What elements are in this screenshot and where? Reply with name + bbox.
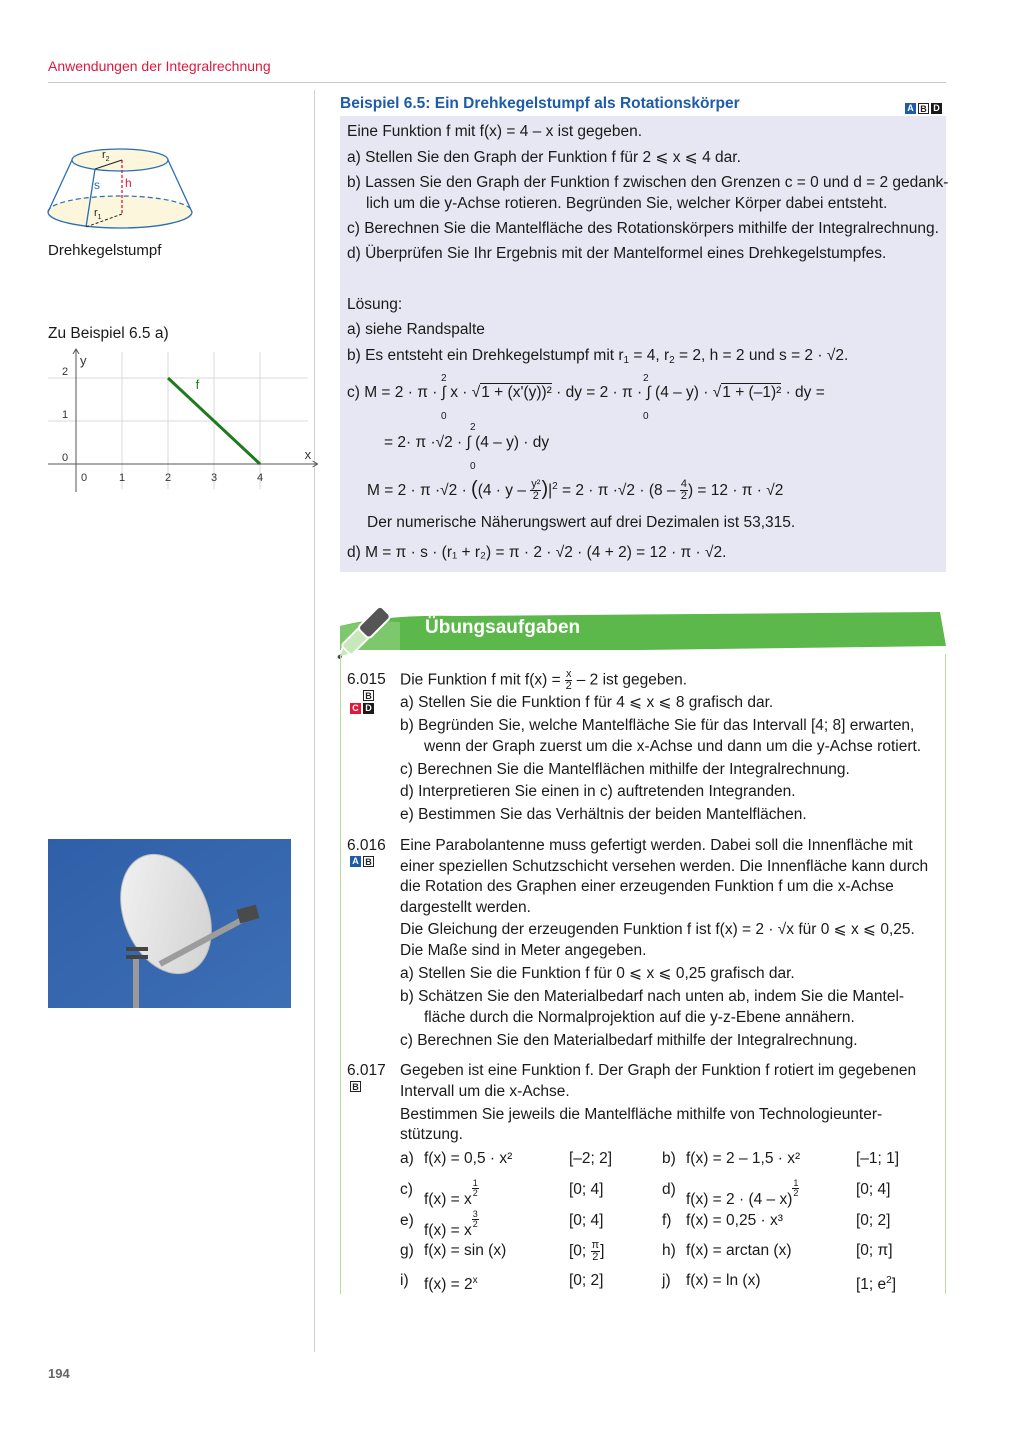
solution-label: Lösung: <box>347 296 403 313</box>
badge-d: D <box>931 103 942 114</box>
task-6017-label-g: g) <box>400 1242 414 1259</box>
running-head: Anwendungen der Integralrechnung <box>48 58 271 74</box>
solution-c-line1: c) M = 2 · π · ∫ x · √1 + (x'(y))² · dy = 2 · π · ∫ (4 – y) · √1 + (–1)² · dy = <box>347 384 825 401</box>
task-number-6017: 6.017 <box>347 1062 386 1079</box>
badge-c: C <box>350 703 361 714</box>
task-6015-part-b: b) Begründen Sie, welche Mantelfläche Sie für das Intervall [4; 8] erwarten, <box>400 717 915 734</box>
solution-numeric: Der numerische Näherungswert auf drei Dezimalen ist 53,315. <box>367 514 796 531</box>
x-tick-label: 1 <box>119 472 126 484</box>
y-tick-label: 1 <box>62 409 69 421</box>
task-6016-line-4: dargestellt werden. <box>400 899 531 916</box>
task-6017-interval-i: [0; 2] <box>569 1272 604 1289</box>
task-6017-func-d: f(x) = 2 · (4 – x) $\frac{1}{2}$ <box>686 1178 799 1208</box>
task-6017-label-a: a) <box>400 1150 414 1167</box>
task-6017-func-j: f(x) = ln (x) <box>686 1272 761 1289</box>
badge-b: B <box>363 690 374 701</box>
task-6017-line-1: Gegeben ist eine Funktion f. Der Graph der Funktion f rotiert im gegebenen <box>400 1062 917 1079</box>
example-task-c: c) Berechnen Sie die Mantelfläche des Rotationskörpers mithilfe der Integralrechnung. <box>347 220 939 237</box>
task-6015-part-c: c) Berechnen Sie die Mantelflächen mithilfe der Integralrechnung. <box>400 761 850 778</box>
example-task-d: d) Überprüfen Sie Ihr Ergebnis mit der Mantelformel eines Drehkegelstumpfes. <box>347 245 887 262</box>
example-intro: Eine Funktion f mit f(x) = 4 – x ist gegeben. <box>347 123 643 140</box>
example-task-b-cont: lich um die y-Achse rotieren. Begründen Sie, welcher Körper dabei entsteht. <box>366 195 888 212</box>
x-axis-label: x <box>304 447 312 462</box>
series-label-f: f <box>195 376 200 392</box>
task-6016-part-a: a) Stellen Sie die Funktion f für 0 ⩽ x ⩽ 0,25 grafisch dar. <box>400 965 795 982</box>
x-tick-label: 3 <box>211 472 218 484</box>
badge-d: D <box>363 703 374 714</box>
integral-upper-2: 2 <box>643 373 649 384</box>
task-6016-part-c: c) Berechnen Sie den Materialbedarf mithilfe der Integralrechnung. <box>400 1032 858 1049</box>
task-6017-label-b: b) <box>662 1150 676 1167</box>
integral-lower-2: 0 <box>643 411 649 422</box>
label-h: h <box>125 176 132 190</box>
task-6017-interval-f: [0; 2] <box>856 1212 891 1229</box>
task-6017-label-j: j) <box>662 1272 671 1289</box>
task-number-6016: 6.016 <box>347 837 386 854</box>
frustum-figure <box>44 140 204 240</box>
solution-c-line2: = 2· π ·√2 · ∫ (4 – y) · dy <box>384 434 550 451</box>
exercise-border-left <box>340 654 341 1294</box>
page-number: 194 <box>48 1366 70 1381</box>
x-tick-label: 2 <box>165 472 172 484</box>
task-6017-func-f: f(x) = 0,25 · x³ <box>686 1212 783 1229</box>
task-6016-part-b: b) Schätzen Sie den Materialbedarf nach unten ab, indem Sie die Mantel- <box>400 988 905 1005</box>
example-task-b: b) Lassen Sie den Graph der Funktion f zwischen den Grenzen c = 0 und d = 2 gedank- <box>347 174 949 191</box>
exercise-heading: Übungsaufgaben <box>425 617 581 638</box>
integral-upper-1: 2 <box>441 373 447 384</box>
badge-a: A <box>905 103 916 114</box>
task-6016-line-1: Eine Parabolantenne muss gefertigt werden. Dabei soll die Innenfläche mit <box>400 837 913 854</box>
column-divider <box>314 90 315 1352</box>
badge-b: B <box>363 856 374 867</box>
solution-d: d) M = π · s · (r₁ + r₂) = π · 2 · √2 · (4 + 2) = 12 · π · √2. <box>347 544 727 561</box>
header-divider <box>48 82 946 83</box>
task-6017-interval-e: [0; 4] <box>569 1212 604 1229</box>
function-graph <box>44 345 312 495</box>
task-6016-line-3: die Rotation des Graphen einer erzeugenden Funktion f um die x-Achse <box>400 878 894 895</box>
label-s: s <box>94 178 100 192</box>
task-6017-label-c: c) <box>400 1181 413 1198</box>
example-box <box>340 116 949 572</box>
task-6016-line-2: einer speziellen Schutzschicht versehen werden. Die Innenfläche kann durch <box>400 858 929 875</box>
badge-b: B <box>918 103 929 114</box>
y-tick-label: 2 <box>62 366 69 378</box>
exercise-border-right <box>945 654 946 1294</box>
task-6015-intro: Die Funktion f mit f(x) = $\frac{x}{2}$ – 2 ist gegeben. <box>400 668 688 692</box>
example-task-a: a) Stellen Sie den Graph der Funktion f für 2 ⩽ x ⩽ 4 dar. <box>347 149 741 166</box>
task-6017-interval-c: [0; 4] <box>569 1181 604 1198</box>
task-6017-func-h: f(x) = arctan (x) <box>686 1242 792 1259</box>
frustum-top <box>72 149 168 171</box>
task-6017-interval-h: [0; π] <box>856 1242 893 1259</box>
task-6017-func-b: f(x) = 2 – 1,5 · x² <box>686 1150 801 1167</box>
task-number-6015: 6.015 <box>347 671 386 688</box>
task-6017-func-e: f(x) = x $\frac{3}{2}$ <box>424 1209 478 1239</box>
x-tick-label: 0 <box>81 472 88 484</box>
label-r1: $r_1$ <box>94 207 102 221</box>
task-6015-part-b-cont: wenn der Graph zuerst um die x-Achse und dann um die y-Achse rotiert. <box>424 738 922 755</box>
task-6017-interval-j: [1; $e^2$] <box>856 1275 897 1293</box>
task-6017-badges <box>350 1081 361 1092</box>
label-r2: $r_2$ <box>102 149 110 163</box>
task-6016-line-5: Die Gleichung der erzeugenden Funktion f ist f(x) = 2 · √x für 0 ⩽ x ⩽ 0,25. <box>400 921 915 938</box>
task-6017-func-g: f(x) = sin (x) <box>424 1242 507 1259</box>
task-6015-part-e: e) Bestimmen Sie das Verhältnis der beiden Mantelflächen. <box>400 806 807 823</box>
badge-b: B <box>350 1081 361 1092</box>
integral-lower-3: 0 <box>470 461 476 472</box>
example-competence-badges <box>905 103 942 114</box>
integral-lower-1: 0 <box>441 411 447 422</box>
task-6017-func-a: f(x) = 0,5 · x² <box>424 1150 513 1167</box>
task-6017-interval-b: [–1; 1] <box>856 1150 900 1167</box>
badge-a: A <box>350 856 361 867</box>
antenna-mast <box>133 957 139 1008</box>
solution-a: a) siehe Randspalte <box>347 321 485 338</box>
y-axis-label: y <box>80 353 87 368</box>
example-title: Beispiel 6.5: Ein Drehkegelstumpf als Rotationskörper <box>340 95 740 112</box>
task-6017-label-d: d) <box>662 1181 676 1198</box>
task-6017-interval-a: [–2; 2] <box>569 1150 613 1167</box>
pen-icon <box>336 602 400 658</box>
task-6017-line-3: Bestimmen Sie jeweils die Mantelfläche mithilfe von Technologieunter- <box>400 1106 883 1123</box>
task-6017-interval-d: [0; 4] <box>856 1181 891 1198</box>
task-6017-line-4: stützung. <box>400 1126 463 1143</box>
frustum-caption: Drehkegelstumpf <box>48 242 162 259</box>
task-6017-func-i: $f(x) = 2^x$ <box>424 1275 478 1293</box>
task-6015-badges-bottom <box>350 703 374 714</box>
task-6016-badges <box>350 856 374 867</box>
task-6017-interval-g: [0; $\frac{\pi}{2}$ ] <box>569 1239 605 1263</box>
task-6015-part-d: d) Interpretieren Sie einen in c) auftretenden Integranden. <box>400 783 796 800</box>
task-6017-label-i: i) <box>400 1272 409 1289</box>
task-6017-label-h: h) <box>662 1242 676 1259</box>
solution-b: b) Es entsteht ein Drehkegelstumpf mit $r_1 = 4$, $r_2 = 2$, h = 2 und s = 2 · √2. <box>347 347 849 366</box>
task-6016-line-6: Die Maße sind in Meter angegeben. <box>400 942 647 959</box>
task-6015-badges-top <box>363 690 374 701</box>
y-tick-label: 0 <box>62 452 69 464</box>
antenna-photo <box>48 839 291 1008</box>
task-6015-part-a: a) Stellen Sie die Funktion f für 4 ⩽ x ⩽ 8 grafisch dar. <box>400 694 774 711</box>
graph-caption: Zu Beispiel 6.5 a) <box>48 325 169 342</box>
task-6016-part-b-cont: fläche durch die Normalprojektion auf die y-z-Ebene annähern. <box>424 1009 855 1026</box>
x-tick-label: 4 <box>257 472 264 484</box>
task-6017-line-2: Intervall um die x-Achse. <box>400 1083 570 1100</box>
task-6017-func-c: f(x) = x $\frac{1}{2}$ <box>424 1178 478 1208</box>
task-6017-label-f: f) <box>662 1212 672 1229</box>
task-6017-label-e: e) <box>400 1212 414 1229</box>
integral-upper-3: 2 <box>470 422 476 433</box>
solution-c-line3: M = 2 · π ·√2 · ((4 · y – $\frac{\text{y²}}{2}$ )$|^2 = 2 \cdot \pi \cdot√2 \cdot (8$ – $\frac{4}{2}$ ) = 12 · π · √2 <box>367 478 784 503</box>
